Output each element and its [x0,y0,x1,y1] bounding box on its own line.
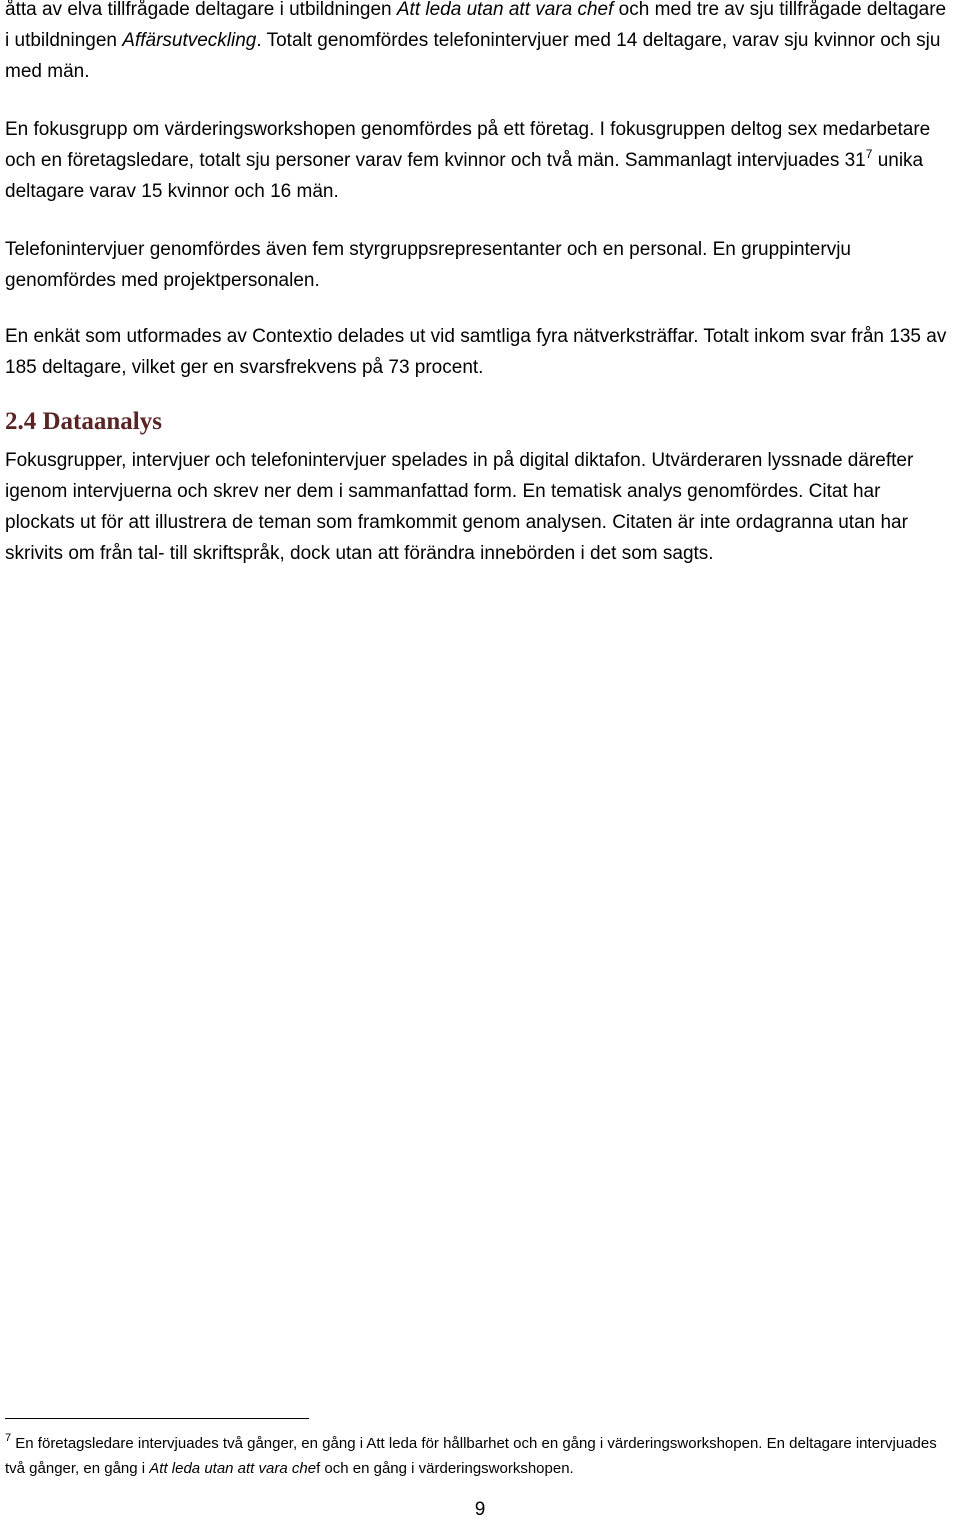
footnote-marker: 7 [5,1432,12,1444]
paragraph-survey: En enkät som utformades av Contextio delades ut vid samtliga fyra nätverksträffar. Totalt inkom svar från 135 av 185 deltagare, vilket ger en svarsfrekvens på 73 procent. [5,326,947,378]
footnote-divider [5,1418,309,1419]
paragraph-focus-group [5,114,955,207]
footnote [5,1431,955,1481]
course-title-emphasis: Affärsutveckling [122,30,257,51]
footnote-emphasis: Att leda utan att vara che [149,1460,317,1477]
paragraph-steering-group: Telefonintervjuer genomfördes även fem styrgruppsrepresentanter och en personal. En gruppintervju genomfördes med projektpersonalen. [5,239,851,291]
paragraph-interviews [5,0,955,87]
footnote-text: En företagsledare intervjuades två gånger, en gång i Att leda för hållbarhet och en gång i värderingsworkshopen. En deltagare intervjuades två gånger, en gång i [5,1435,937,1477]
text-run: och med tre av sju tillfrågade deltagare i utbildningen [5,0,947,51]
text-run: En fokusgrupp om värderingsworkshopen genomfördes på ett företag. I fokusgruppen deltog sex medarbetare och en företagsledare, totalt sju personer varav fem kvinnor och två män. Sammanlagt intervjuades 31 [5,119,931,171]
text-run: unika deltagare varav 15 kvinnor och 16 män. [5,150,924,202]
section-number: 2.4 [5,408,37,435]
footnote-reference[interactable]: 7 [865,147,873,161]
section-heading [5,405,162,439]
text-run: . Totalt genomfördes telefonintervjuer med 14 deltagare, varav sju kvinnor och sju med män. [5,30,941,82]
course-title-emphasis: Att leda utan att vara chef [396,0,614,20]
paragraph-data-analysis: Fokusgrupper, intervjuer och telefonintervjuer spelades in på digital diktafon. Utvärderaren lyssnade därefter igenom intervjuerna och skrev ner dem i sammanfattad form. En tematisk analys genomfördes. Citat har plockats ut för att illustrera de teman som framkommit genom analysen. Citaten är inte ordagranna utan har skrivits om från tal- till skriftspråk, dock utan att förändra innebörden i det som sagts. [5,450,914,564]
section-title: Dataanalys [42,408,162,435]
footnote-text: f och en gång i värderingsworkshopen. [316,1460,574,1477]
page-number: 9 [474,1499,486,1520]
text-run: åtta av elva tillfrågade deltagare i utbildningen [5,0,397,20]
